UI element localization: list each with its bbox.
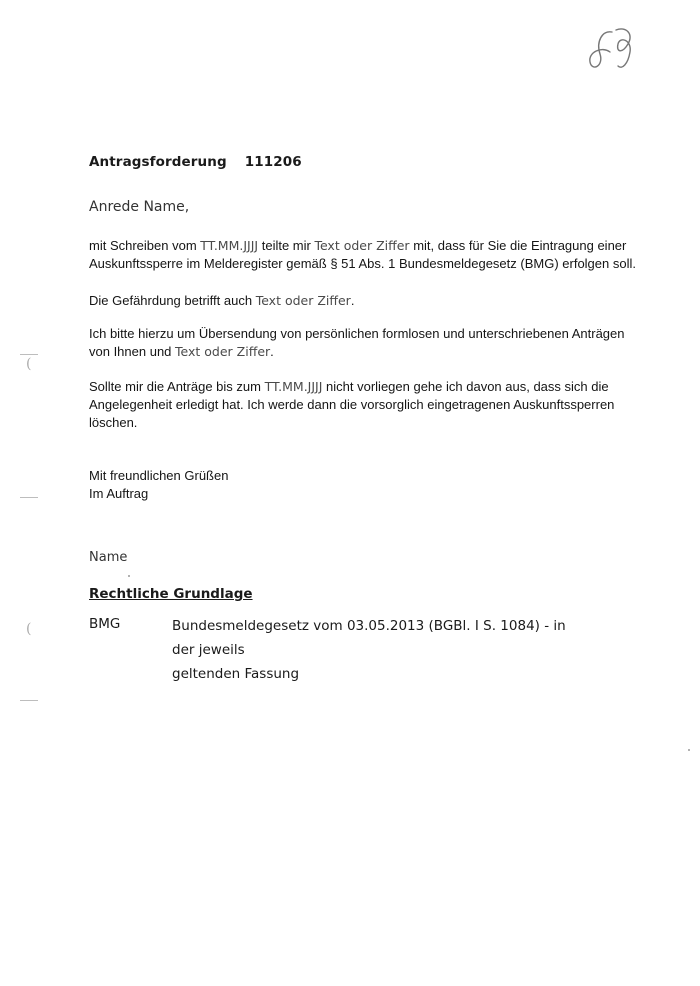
text-run: Sollte mir die Anträge bis zum bbox=[89, 379, 265, 394]
text-run: mit, dass für Sie die Eintragung einer bbox=[409, 238, 627, 253]
heading-title: Antragsforderung bbox=[89, 154, 227, 170]
paragraph-line: Auskunftssperre im Melderegister gemäß § 51 Abs. 1 Bundesmeldegesetz (BMG) erfolgen soll. bbox=[89, 256, 636, 271]
text-placeholder: Text oder Ziffer bbox=[314, 238, 410, 253]
text-run: nicht vorliegen gehe ich davon aus, dass sich die bbox=[322, 379, 609, 394]
scan-speck bbox=[128, 575, 130, 577]
margin-tick bbox=[20, 700, 38, 701]
paragraph-line bbox=[89, 237, 649, 255]
margin-tick bbox=[20, 497, 38, 498]
text-run: von Ihnen und bbox=[89, 344, 176, 359]
paragraph-request bbox=[89, 325, 649, 361]
date-placeholder: TT.MM.JJJJ bbox=[264, 379, 323, 394]
paragraph-deadline bbox=[89, 378, 649, 432]
document-heading bbox=[89, 154, 302, 170]
legal-basis-title: Rechtliche Grundlage bbox=[89, 586, 253, 602]
handwritten-initials bbox=[582, 22, 642, 78]
date-placeholder: TT.MM.JJJJ bbox=[200, 238, 259, 253]
closing-on-behalf: Im Auftrag bbox=[89, 486, 149, 501]
paragraph-line: Angelegenheit erledigt hat. Ich werde dann die vorsorglich eingetragenen Auskunftssperren bbox=[89, 397, 615, 412]
salutation: Anrede Name, bbox=[89, 199, 190, 215]
closing-greeting: Mit freundlichen Grüßen bbox=[89, 468, 229, 483]
text-run: Die Gefährdung betrifft auch bbox=[89, 293, 256, 308]
scan-speck bbox=[688, 749, 690, 751]
text-placeholder: Text oder Ziffer bbox=[255, 293, 351, 308]
text-run: . bbox=[270, 344, 274, 359]
reference-number: 111206 bbox=[244, 154, 302, 170]
legal-line: geltenden Fassung bbox=[172, 666, 300, 682]
paragraph-line: löschen. bbox=[89, 415, 138, 430]
closing-block bbox=[89, 467, 649, 503]
paragraph-letter-reference bbox=[89, 237, 649, 273]
margin-bracket: ( bbox=[26, 621, 32, 637]
text-run: teilte mir bbox=[258, 238, 315, 253]
margin-bracket: ( bbox=[26, 356, 32, 372]
paragraph-endangerment bbox=[89, 292, 649, 310]
text-run: . bbox=[350, 293, 355, 308]
paragraph-line bbox=[89, 343, 649, 361]
signer-name: Name bbox=[89, 550, 128, 565]
legal-description bbox=[172, 614, 592, 686]
legal-line: Bundesmeldegesetz vom 03.05.2013 (BGBl. I S. 1084) - in der jeweils bbox=[172, 618, 566, 658]
text-run: mit Schreiben vom bbox=[89, 238, 201, 253]
legal-abbreviation: BMG bbox=[89, 616, 121, 632]
paragraph-line bbox=[89, 378, 649, 396]
margin-tick bbox=[20, 354, 38, 355]
text-placeholder: Text oder Ziffer bbox=[175, 344, 271, 359]
paragraph-line: Ich bitte hierzu um Übersendung von persönlichen formlosen und unterschriebenen Anträgen bbox=[89, 326, 625, 341]
